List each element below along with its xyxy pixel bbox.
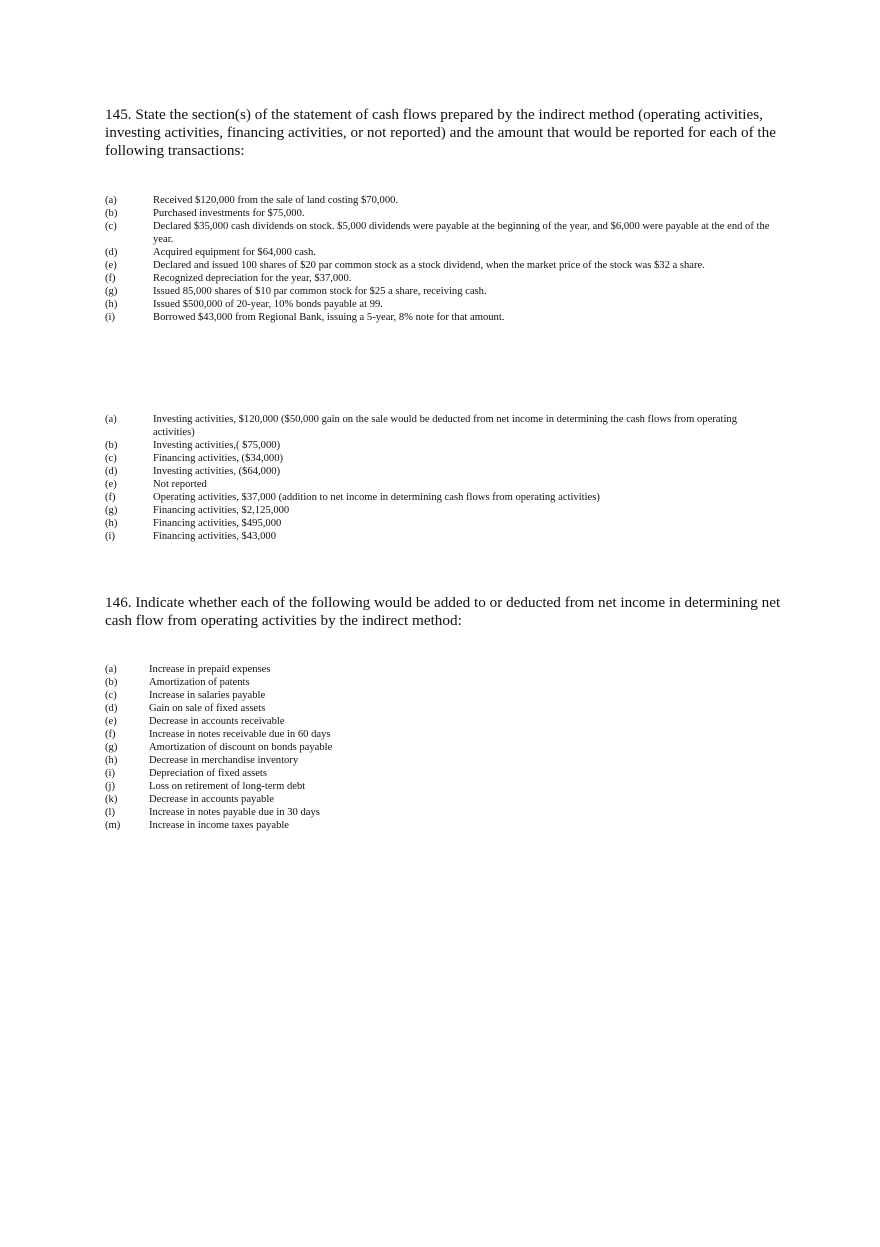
list-item xyxy=(105,298,775,311)
answer-text: Financing activities, ($34,000) xyxy=(153,453,284,464)
answer-label: (e) xyxy=(105,479,117,490)
item-text: Increase in income taxes payable xyxy=(149,820,290,831)
answer-item xyxy=(105,452,775,465)
item-label: (h) xyxy=(105,299,118,310)
answer-item xyxy=(105,478,775,491)
answer-item xyxy=(105,530,775,543)
item-label: (k) xyxy=(105,794,118,805)
list-item xyxy=(105,285,775,298)
answer-text: Financing activities, $495,000 xyxy=(153,518,282,529)
answer-text: Operating activities, $37,000 (addition to net income in determining cash flows from operating activities) xyxy=(153,492,600,503)
list-item xyxy=(105,194,775,207)
item-label: (g) xyxy=(105,286,118,297)
list-item xyxy=(105,819,775,832)
list-item xyxy=(105,311,775,324)
item-label: (b) xyxy=(105,677,118,688)
list-item xyxy=(105,272,775,285)
answer-item xyxy=(105,504,775,517)
item-text: Decrease in accounts payable xyxy=(149,794,274,805)
item-text: Borrowed $43,000 from Regional Bank, issuing a 5-year, 8% note for that amount. xyxy=(153,312,505,323)
item-label: (d) xyxy=(105,247,118,258)
item-text: Issued $500,000 of 20-year, 10% bonds payable at 99. xyxy=(153,299,383,310)
item-label: (c) xyxy=(105,690,117,701)
list-item xyxy=(105,259,775,272)
answer-label: (i) xyxy=(105,531,115,542)
item-text: Issued 85,000 shares of $10 par common stock for $25 a share, receiving cash. xyxy=(153,286,487,297)
list-item xyxy=(105,702,775,715)
answer-item xyxy=(105,439,775,452)
list-item xyxy=(105,728,775,741)
item-label: (f) xyxy=(105,273,116,284)
question-146-prompt: 146. Indicate whether each of the following would be added to or deducted from net income in determining net cash flow from operating activities by the indirect method: xyxy=(105,594,781,629)
list-item xyxy=(105,663,775,676)
answer-label: (g) xyxy=(105,505,118,516)
item-text: Increase in notes payable due in 30 days xyxy=(149,807,320,818)
answer-text: Financing activities, $2,125,000 xyxy=(153,505,290,516)
item-text: Decrease in accounts receivable xyxy=(149,716,285,727)
item-label: (h) xyxy=(105,755,118,766)
item-label: (e) xyxy=(105,716,117,727)
item-text: Amortization of discount on bonds payable xyxy=(149,742,333,753)
item-text: Gain on sale of fixed assets xyxy=(149,703,266,714)
answer-text: Financing activities, $43,000 xyxy=(153,531,276,542)
answer-label: (c) xyxy=(105,453,117,464)
item-label: (e) xyxy=(105,260,117,271)
item-label: (l) xyxy=(105,807,115,818)
answer-item xyxy=(105,517,775,530)
item-text: Declared $35,000 cash dividends on stock. $5,000 dividends were payable at the beginning of the year, and $6,000 were payable at the end of the year. xyxy=(153,221,770,245)
item-label: (i) xyxy=(105,312,115,323)
answer-item xyxy=(105,491,775,504)
item-text: Acquired equipment for $64,000 cash. xyxy=(153,247,316,258)
list-item xyxy=(105,207,775,220)
item-text: Recognized depreciation for the year, $37,000. xyxy=(153,273,352,284)
item-label: (a) xyxy=(105,664,117,675)
item-label: (b) xyxy=(105,208,118,219)
list-item xyxy=(105,754,775,767)
list-item xyxy=(105,741,775,754)
question-145-transactions xyxy=(105,194,775,324)
item-label: (m) xyxy=(105,820,121,831)
item-label: (f) xyxy=(105,729,116,740)
list-item xyxy=(105,220,775,246)
list-item xyxy=(105,689,775,702)
item-label: (a) xyxy=(105,195,117,206)
item-text: Decrease in merchandise inventory xyxy=(149,755,299,766)
answer-label: (d) xyxy=(105,466,118,477)
item-label: (c) xyxy=(105,221,117,232)
item-text: Depreciation of fixed assets xyxy=(149,768,267,779)
list-item xyxy=(105,806,775,819)
question-145-answers xyxy=(105,413,775,543)
item-text: Increase in notes receivable due in 60 days xyxy=(149,729,331,740)
list-item xyxy=(105,715,775,728)
list-item xyxy=(105,793,775,806)
answer-label: (h) xyxy=(105,518,118,529)
answer-item xyxy=(105,413,775,439)
answer-text: Investing activities,( $75,000) xyxy=(153,440,281,451)
item-text: Increase in prepaid expenses xyxy=(149,664,271,675)
item-text: Amortization of patents xyxy=(149,677,250,688)
item-label: (g) xyxy=(105,742,118,753)
list-item xyxy=(105,780,775,793)
item-text: Increase in salaries payable xyxy=(149,690,266,701)
answer-label: (b) xyxy=(105,440,118,451)
item-text: Purchased investments for $75,000. xyxy=(153,208,305,219)
list-item xyxy=(105,246,775,259)
item-label: (j) xyxy=(105,781,115,792)
item-text: Declared and issued 100 shares of $20 par common stock as a stock dividend, when the market price of the stock was $32 a share. xyxy=(153,260,705,271)
question-145-prompt: 145. State the section(s) of the statement of cash flows prepared by the indirect method (operating activities, investing activities, financing activities, or not reported) and the amount that would be reported for each of the following transactions: xyxy=(105,106,776,159)
answer-label: (a) xyxy=(105,414,117,425)
item-text: Loss on retirement of long-term debt xyxy=(149,781,306,792)
item-text: Received $120,000 from the sale of land costing $70,000. xyxy=(153,195,399,206)
answer-text: Not reported xyxy=(153,479,207,490)
answer-text: Investing activities, $120,000 ($50,000 gain on the sale would be deducted from net income in determining the cash flows from operating activities) xyxy=(153,414,737,438)
list-item xyxy=(105,676,775,689)
question-146-items xyxy=(105,663,775,832)
answer-label: (f) xyxy=(105,492,116,503)
list-item xyxy=(105,767,775,780)
item-label: (d) xyxy=(105,703,118,714)
answer-item xyxy=(105,465,775,478)
item-label: (i) xyxy=(105,768,115,779)
answer-text: Investing activities, ($64,000) xyxy=(153,466,281,477)
